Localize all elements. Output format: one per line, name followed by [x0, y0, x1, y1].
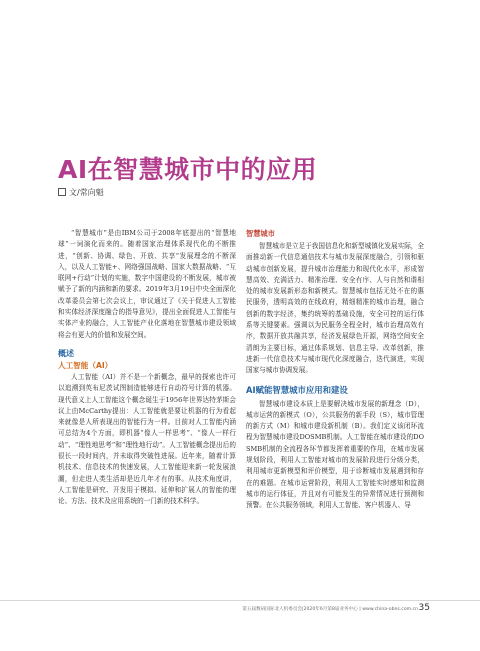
author-name: 文/常向魁 — [69, 188, 104, 197]
right-column — [246, 228, 424, 512]
ai-city-paragraph: 智慧城市建设本质上是要解决城市发展的新理念（D），城市运营的新模式（O），公共服务的新手段（S），城市管理的新方式（M）和城市建设新机制（B）。我们定义该闭环流程为智慧城市建设DOSMB机制。人工智能在城市建设的DOSMB机制的全流程各环节都发挥着重要的作用，在城市发展规划阶段，利用人工智能对城市的发展阶段进行分级分类，利用城市更新模型和评价模型，用于诊断城市发展遇到和存在的难题。在城市运营阶段，利用人工智能实时感知和监测城市的运行体征，并且对有可能发生的异常情况进行预测和预警。在公共服务领域，利用人工智能、客户机器人、导 — [246, 399, 424, 510]
square-bullet-icon — [58, 188, 66, 196]
subheading-smart-city: 智慧城市 — [246, 229, 275, 238]
article-title: AI在智慧城市中的应用 — [58, 155, 318, 184]
ai-paragraph: 人工智能（AI）并不是一个新概念，最早的探索也许可以追溯到英布尼茨试图制造能够进行自动符号计算的机器。现代意义上人工智能这个概念诞生于1956年世界达特茅斯会议上由McCarthy提出：人工智能就是要让机器的行为看起来就像是人所表现出的智能行为一样。目前对人工智能内涵可总结为4个方面，即机器“像人一样思考”、“像人一样行动”、“理性地思考”和“理性地行动”。人工智能概念提出后的很长一段时间内，并未取得突破性进展。近年来，随着计算机技术、信息技术的快速发展，人工智能迎来新一轮发展浪潮，但走进人类生活却是近几年才有的事。从技术角度讲，人工智能是研究、开发用于模拟、延伸和扩展人的智能的理论、方法、技术及应用系统的一门新的技术科学。 — [58, 372, 236, 506]
smart-city-paragraph: 智慧城市是立足于我国信息化和新型城镇化发展实际，全面推动新一代信息通信技术与城市发展深度融合，引领和驱动城市创新发展，提升城市治理能力和现代化水平，形成智慧高效、充满活力、精准治理、安全有序、人与自然和谐相处的城市发展新形态和新模式。智慧城市包括无处不在的惠民服务，透明高效的在线政府，精细精准的城市治理，融合创新的数字经济，集约统筹的基础设施，安全可控的运行体系等关键要素。强调以为民服务全程全时，城市治理高效有序，数据开放共融共享，经济发展绿色开源，网络空间安全清朗为主要目标，通过体系规划、信息主导、改革创新，推进新一代信息技术与城市现代化深度融合，迭代演进，实现国家与城市协调发展。 — [246, 242, 424, 375]
section-heading-ai-city: AI赋能智慧城市应用和建设 — [246, 384, 348, 395]
footer-text: 第五届数码国际北人机委员会|2020年6月第8届业务中心 | www.china-obns.com.cn — [242, 607, 418, 612]
subheading-ai: 人工智能（AI） — [58, 360, 113, 370]
footer-divider — [0, 600, 480, 601]
section-heading-overview: 概述 — [58, 348, 74, 358]
page-footer — [0, 600, 480, 620]
intro-paragraph: “智慧城市”是由IBM公司于2008年底提出的“智慧地球”一词演化而来的。随着国家治理体系现代化的不断推进，“创新、协调、绿色、开放、共享”发展理念的不断深入，以及人工智能+、网络强国战略、国家大数据战略、“互联网+行动”计划的实施，数字中国建设的不断发展，城市被赋予了新的内涵和新的要求。2019年3月19日中央全面深化改革委员会第七次会议上，审议通过了《关于促进人工智能和实体经济深度融合的指导意见》，提出全面促进人工智能与实体产业的融合，人工智能产业化落地在智慧城市建设领域将会有更大的价值和发展空间。 — [58, 229, 236, 339]
page-number: 35 — [418, 603, 430, 613]
author-line — [58, 187, 104, 198]
left-column — [58, 228, 236, 508]
